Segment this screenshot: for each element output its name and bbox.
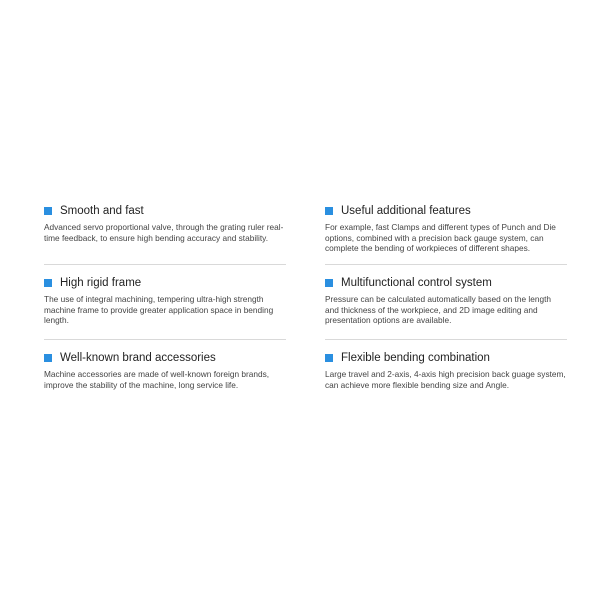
divider	[44, 264, 286, 265]
feature-flexible-bending-combination	[325, 351, 567, 390]
feature-title	[325, 276, 567, 290]
feature-description: For example, fast Clamps and different types of Punch and Die options, combined with a precision back gauge system, can complete the bending of workpieces of different shapes.	[325, 222, 556, 254]
feature-multifunctional-control-system	[325, 276, 567, 326]
divider	[325, 264, 567, 265]
feature-useful-additional-features	[325, 204, 567, 254]
feature-title-text: Flexible bending combination	[341, 352, 490, 364]
feature-description: The use of integral machining, tempering ultra-high strength machine frame to provide greater application space in bending length.	[44, 294, 274, 326]
feature-description: Advanced servo proportional valve, through the grating ruler real-time feedback, to ensure high bending accuracy and stability.	[44, 222, 284, 243]
square-bullet-icon	[44, 207, 52, 215]
feature-description: Machine accessories are made of well-known foreign brands, improve the stability of the machine, long service life.	[44, 369, 270, 390]
feature-title	[325, 351, 567, 365]
feature-title-text: Useful additional features	[341, 205, 471, 217]
feature-title	[44, 351, 286, 365]
divider	[44, 339, 286, 340]
feature-title	[44, 204, 286, 218]
feature-title-text: Well-known brand accessories	[60, 352, 216, 364]
square-bullet-icon	[325, 207, 333, 215]
square-bullet-icon	[44, 354, 52, 362]
feature-title	[325, 204, 567, 218]
feature-title-text: Smooth and fast	[60, 205, 144, 217]
square-bullet-icon	[325, 279, 333, 287]
feature-well-known-brand-accessories	[44, 351, 286, 390]
square-bullet-icon	[44, 279, 52, 287]
feature-title-text: High rigid frame	[60, 277, 142, 289]
feature-title	[44, 276, 286, 290]
feature-description: Large travel and 2-axis, 4-axis high precision back guage system, can achieve more flexible bending size and Angle.	[325, 369, 566, 390]
feature-high-rigid-frame	[44, 276, 286, 326]
divider	[325, 339, 567, 340]
feature-smooth-and-fast	[44, 204, 286, 243]
feature-title-text: Multifunctional control system	[341, 277, 492, 289]
square-bullet-icon	[325, 354, 333, 362]
feature-description: Pressure can be calculated automatically based on the length and thickness of the workpiece, and 2D image editing and presentation options are available.	[325, 294, 552, 326]
